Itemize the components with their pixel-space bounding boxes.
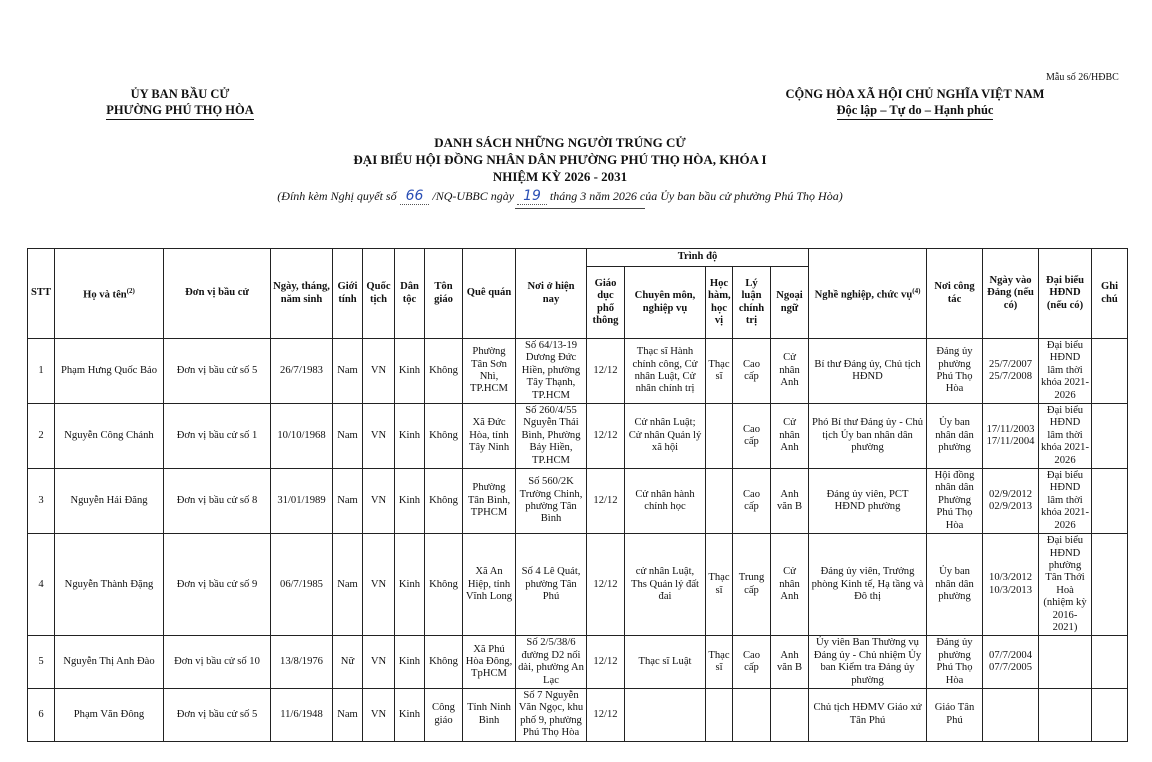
cell-nationality: VN (363, 636, 395, 689)
cell-politics: Cao cấp (733, 469, 771, 534)
cell-unit: Đơn vị bầu cử số 1 (164, 404, 271, 469)
cell-note (1092, 339, 1128, 404)
cell-nationality: VN (363, 534, 395, 636)
cell-general-edu: 12/12 (587, 469, 625, 534)
col-nationality: Quốc tịch (363, 249, 395, 339)
cell-hometown: Xã Đức Hòa, tỉnh Tây Ninh (463, 404, 516, 469)
cell-nationality: VN (363, 404, 395, 469)
cell-degree: Thạc sĩ (706, 534, 733, 636)
cell-unit: Đơn vị bầu cử số 5 (164, 339, 271, 404)
cell-delegate: Đại biểu HĐND phường Tân Thới Hoà (nhiệm kỳ 2016-2021) (1039, 534, 1092, 636)
cell-party-date: 17/11/2003 17/11/2004 (983, 404, 1039, 469)
table-row (28, 534, 1128, 636)
cell-degree: Thạc sĩ (706, 339, 733, 404)
cell-hometown: Phường Tân Sơn Nhì, TP.HCM (463, 339, 516, 404)
cell-degree (706, 404, 733, 469)
cell-workplace: Giáo Tân Phú (927, 688, 983, 741)
cell-religion: Không (425, 404, 463, 469)
cell-language (771, 688, 809, 741)
col-hometown: Quê quán (463, 249, 516, 339)
cell-delegate (1039, 636, 1092, 689)
national-motto: Độc lập – Tự do – Hạnh phúc (837, 102, 994, 120)
col-occupation: Nghề nghiệp, chức vụ$^{(4)}$ (809, 249, 927, 339)
cell-ethnicity: Kinh (395, 469, 425, 534)
col-note: Ghi chú (1092, 249, 1128, 339)
col-unit: Đơn vị bầu cử (164, 249, 271, 339)
cell-workplace: Hội đồng nhân dân Phường Phú Thọ Hòa (927, 469, 983, 534)
col-general-edu: Giáo dục phổ thông (587, 267, 625, 339)
cell-religion: Không (425, 469, 463, 534)
cell-dob: 26/7/1983 (271, 339, 333, 404)
cell-language: Cử nhân Anh (771, 339, 809, 404)
cell-hometown: Phường Tân Bình, TPHCM (463, 469, 516, 534)
cell-residence: Số 2/5/38/6 đường D2 nối dài, phường An Lạc (516, 636, 587, 689)
col-ethnicity: Dân tộc (395, 249, 425, 339)
cell-note (1092, 688, 1128, 741)
cell-dob: 13/8/1976 (271, 636, 333, 689)
cell-stt: 4 (28, 534, 55, 636)
cell-specialty: cử nhân Luật, Ths Quản lý đất đai (625, 534, 706, 636)
cell-general-edu: 12/12 (587, 688, 625, 741)
authority-line1: ỦY BAN BẦU CỬ (130, 87, 230, 101)
cell-language: Cử nhân Anh (771, 404, 809, 469)
cell-hometown: Xã An Hiệp, tỉnh Vĩnh Long (463, 534, 516, 636)
cell-occupation: Đảng ủy viên, PCT HĐND phường (809, 469, 927, 534)
col-degree: Học hàm, học vị (706, 267, 733, 339)
document-title (0, 134, 1120, 185)
cell-note (1092, 404, 1128, 469)
form-number: Mẫu số 26/HĐBC (1046, 72, 1119, 83)
table-row (28, 404, 1128, 469)
cell-stt: 3 (28, 469, 55, 534)
cell-language: Anh văn B (771, 469, 809, 534)
col-residence: Nơi ở hiện nay (516, 249, 587, 339)
cell-gender: Nam (333, 469, 363, 534)
cell-nationality: VN (363, 339, 395, 404)
cell-hometown: Tỉnh Ninh Bình (463, 688, 516, 741)
cell-specialty (625, 688, 706, 741)
cell-occupation: Chủ tịch HĐMV Giáo xứ Tân Phú (809, 688, 927, 741)
cell-ethnicity: Kinh (395, 404, 425, 469)
col-dob: Ngày, tháng, năm sinh (271, 249, 333, 339)
national-heading (760, 86, 1070, 120)
cell-specialty: Cử nhân hành chính học (625, 469, 706, 534)
resolution-number: 66 (400, 188, 430, 205)
cell-ethnicity: Kinh (395, 688, 425, 741)
cell-unit: Đơn vị bầu cử số 8 (164, 469, 271, 534)
cell-note (1092, 534, 1128, 636)
table-row (28, 339, 1128, 404)
cell-name: Nguyễn Thị Anh Đào (55, 636, 164, 689)
resolution-note (0, 188, 1120, 204)
col-language: Ngoại ngữ (771, 267, 809, 339)
cell-workplace: Ủy ban nhân dân phường (927, 404, 983, 469)
cell-ethnicity: Kinh (395, 534, 425, 636)
cell-gender: Nam (333, 339, 363, 404)
cell-party-date: 10/3/2012 10/3/2013 (983, 534, 1039, 636)
authority-line2: PHƯỜNG PHÚ THỌ HÒA (106, 102, 254, 120)
cell-general-edu: 12/12 (587, 339, 625, 404)
cell-language: Anh văn B (771, 636, 809, 689)
col-politics: Lý luận chính trị (733, 267, 771, 339)
col-religion: Tôn giáo (425, 249, 463, 339)
col-gender: Giới tính (333, 249, 363, 339)
cell-unit: Đơn vị bầu cử số 9 (164, 534, 271, 636)
cell-residence: Số 260/4/55 Nguyễn Thái Bình, Phường Bảy Hiền, TP.HCM (516, 404, 587, 469)
cell-name: Nguyễn Công Chánh (55, 404, 164, 469)
cell-specialty: Cử nhân Luật; Cử nhân Quản lý xã hội (625, 404, 706, 469)
issuing-authority (80, 86, 280, 120)
cell-religion: Công giáo (425, 688, 463, 741)
country-name: CỘNG HÒA XÃ HỘI CHỦ NGHĨA VIỆT NAM (785, 87, 1045, 101)
cell-gender: Nam (333, 688, 363, 741)
cell-dob: 31/01/1989 (271, 469, 333, 534)
cell-party-date: 07/7/2004 07/7/2005 (983, 636, 1039, 689)
title-line2: ĐẠI BIỂU HỘI ĐỒNG NHÂN DÂN PHƯỜNG PHÚ THỌ HÒA, KHÓA I (353, 152, 767, 167)
col-group-education: Trình độ (587, 249, 809, 267)
cell-gender: Nữ (333, 636, 363, 689)
footnote-4: (4) (912, 287, 921, 296)
table-row (28, 469, 1128, 534)
cell-stt: 2 (28, 404, 55, 469)
cell-degree: Thạc sĩ (706, 636, 733, 689)
cell-note (1092, 636, 1128, 689)
col-delegate: Đại biểu HĐND (nếu có) (1039, 249, 1092, 339)
cell-delegate: Đại biểu HĐND lâm thời khóa 2021-2026 (1039, 469, 1092, 534)
cell-party-date: 25/7/2007 25/7/2008 (983, 339, 1039, 404)
elected-delegates-table (27, 248, 1128, 742)
cell-dob: 10/10/1968 (271, 404, 333, 469)
cell-general-edu: 12/12 (587, 404, 625, 469)
cell-specialty: Thạc sĩ Hành chính công, Cử nhân Luật, Cử nhân chính trị (625, 339, 706, 404)
note-mid: /NQ-UBBC ngày (432, 189, 515, 203)
cell-religion: Không (425, 339, 463, 404)
cell-gender: Nam (333, 404, 363, 469)
cell-stt: 6 (28, 688, 55, 741)
cell-language: Cử nhân Anh (771, 534, 809, 636)
cell-unit: Đơn vị bầu cử số 5 (164, 688, 271, 741)
cell-party-date (983, 688, 1039, 741)
cell-unit: Đơn vị bầu cử số 10 (164, 636, 271, 689)
col-name: Họ và tên$^{(2)}$ (55, 249, 164, 339)
cell-gender: Nam (333, 534, 363, 636)
cell-workplace: Đảng ủy phường Phú Thọ Hòa (927, 636, 983, 689)
note-suffix: tháng 3 năm 2026 của Ủy ban bầu cử phường Phú Thọ Hòa) (549, 189, 843, 203)
cell-occupation: Bí thư Đảng ủy, Chủ tịch HĐND (809, 339, 927, 404)
cell-dob: 06/7/1985 (271, 534, 333, 636)
cell-workplace: Ủy ban nhân dân phường (927, 534, 983, 636)
cell-ethnicity: Kinh (395, 636, 425, 689)
col-stt: STT (28, 249, 55, 339)
cell-ethnicity: Kinh (395, 339, 425, 404)
cell-politics: Cao cấp (733, 636, 771, 689)
cell-delegate: Đại biểu HĐND lâm thời khóa 2021-2026 (1039, 404, 1092, 469)
table-row (28, 688, 1128, 741)
table-row (28, 636, 1128, 689)
cell-religion: Không (425, 534, 463, 636)
cell-residence: Số 560/2K Trường Chinh, phường Tân Bình (516, 469, 587, 534)
cell-dob: 11/6/1948 (271, 688, 333, 741)
footnote-2: (2) (126, 287, 135, 296)
cell-residence: Số 7 Nguyễn Văn Ngọc, khu phố 9, phường Phú Thọ Hòa (516, 688, 587, 741)
cell-name: Nguyễn Thành Đặng (55, 534, 164, 636)
cell-residence: Số 4 Lê Quát, phường Tân Phú (516, 534, 587, 636)
cell-name: Nguyễn Hải Đăng (55, 469, 164, 534)
cell-workplace: Đảng ủy phường Phú Thọ Hòa (927, 339, 983, 404)
resolution-day: 19 (517, 188, 547, 205)
cell-name: Phạm Văn Đông (55, 688, 164, 741)
cell-degree (706, 688, 733, 741)
title-divider (515, 208, 645, 209)
cell-nationality: VN (363, 469, 395, 534)
cell-politics: Cao cấp (733, 404, 771, 469)
title-line1: DANH SÁCH NHỮNG NGƯỜI TRÚNG CỬ (434, 135, 686, 150)
note-prefix: (Đính kèm Nghị quyết số (277, 189, 397, 203)
cell-hometown: Xã Phú Hòa Đông, TpHCM (463, 636, 516, 689)
col-party-date: Ngày vào Đảng (nếu có) (983, 249, 1039, 339)
cell-occupation: Đảng ủy viên, Trưởng phòng Kinh tế, Hạ tầng và Đô thị (809, 534, 927, 636)
cell-delegate (1039, 688, 1092, 741)
table-body (28, 339, 1128, 742)
cell-politics (733, 688, 771, 741)
cell-occupation: Phó Bí thư Đảng ủy - Chủ tịch Ủy ban nhân dân phường (809, 404, 927, 469)
col-specialty: Chuyên môn, nghiệp vụ (625, 267, 706, 339)
table-header (28, 249, 1128, 339)
cell-occupation: Ủy viên Ban Thường vụ Đảng ủy - Chủ nhiệm Ủy ban Kiểm tra Đảng ủy phường (809, 636, 927, 689)
cell-degree (706, 469, 733, 534)
cell-stt: 5 (28, 636, 55, 689)
title-line3: NHIỆM KỲ 2026 - 2031 (492, 169, 628, 184)
cell-general-edu: 12/12 (587, 534, 625, 636)
cell-delegate: Đại biểu HĐND lâm thời khóa 2021-2026 (1039, 339, 1092, 404)
cell-name: Phạm Hưng Quốc Bảo (55, 339, 164, 404)
cell-residence: Số 64/13-19 Dương Đức Hiền, phường Tây Thạnh, TP.HCM (516, 339, 587, 404)
cell-nationality: VN (363, 688, 395, 741)
col-workplace: Nơi công tác (927, 249, 983, 339)
cell-politics: Cao cấp (733, 339, 771, 404)
cell-politics: Trung cấp (733, 534, 771, 636)
cell-specialty: Thạc sĩ Luật (625, 636, 706, 689)
cell-note (1092, 469, 1128, 534)
cell-party-date: 02/9/2012 02/9/2013 (983, 469, 1039, 534)
cell-religion: Không (425, 636, 463, 689)
cell-stt: 1 (28, 339, 55, 404)
cell-general-edu: 12/12 (587, 636, 625, 689)
